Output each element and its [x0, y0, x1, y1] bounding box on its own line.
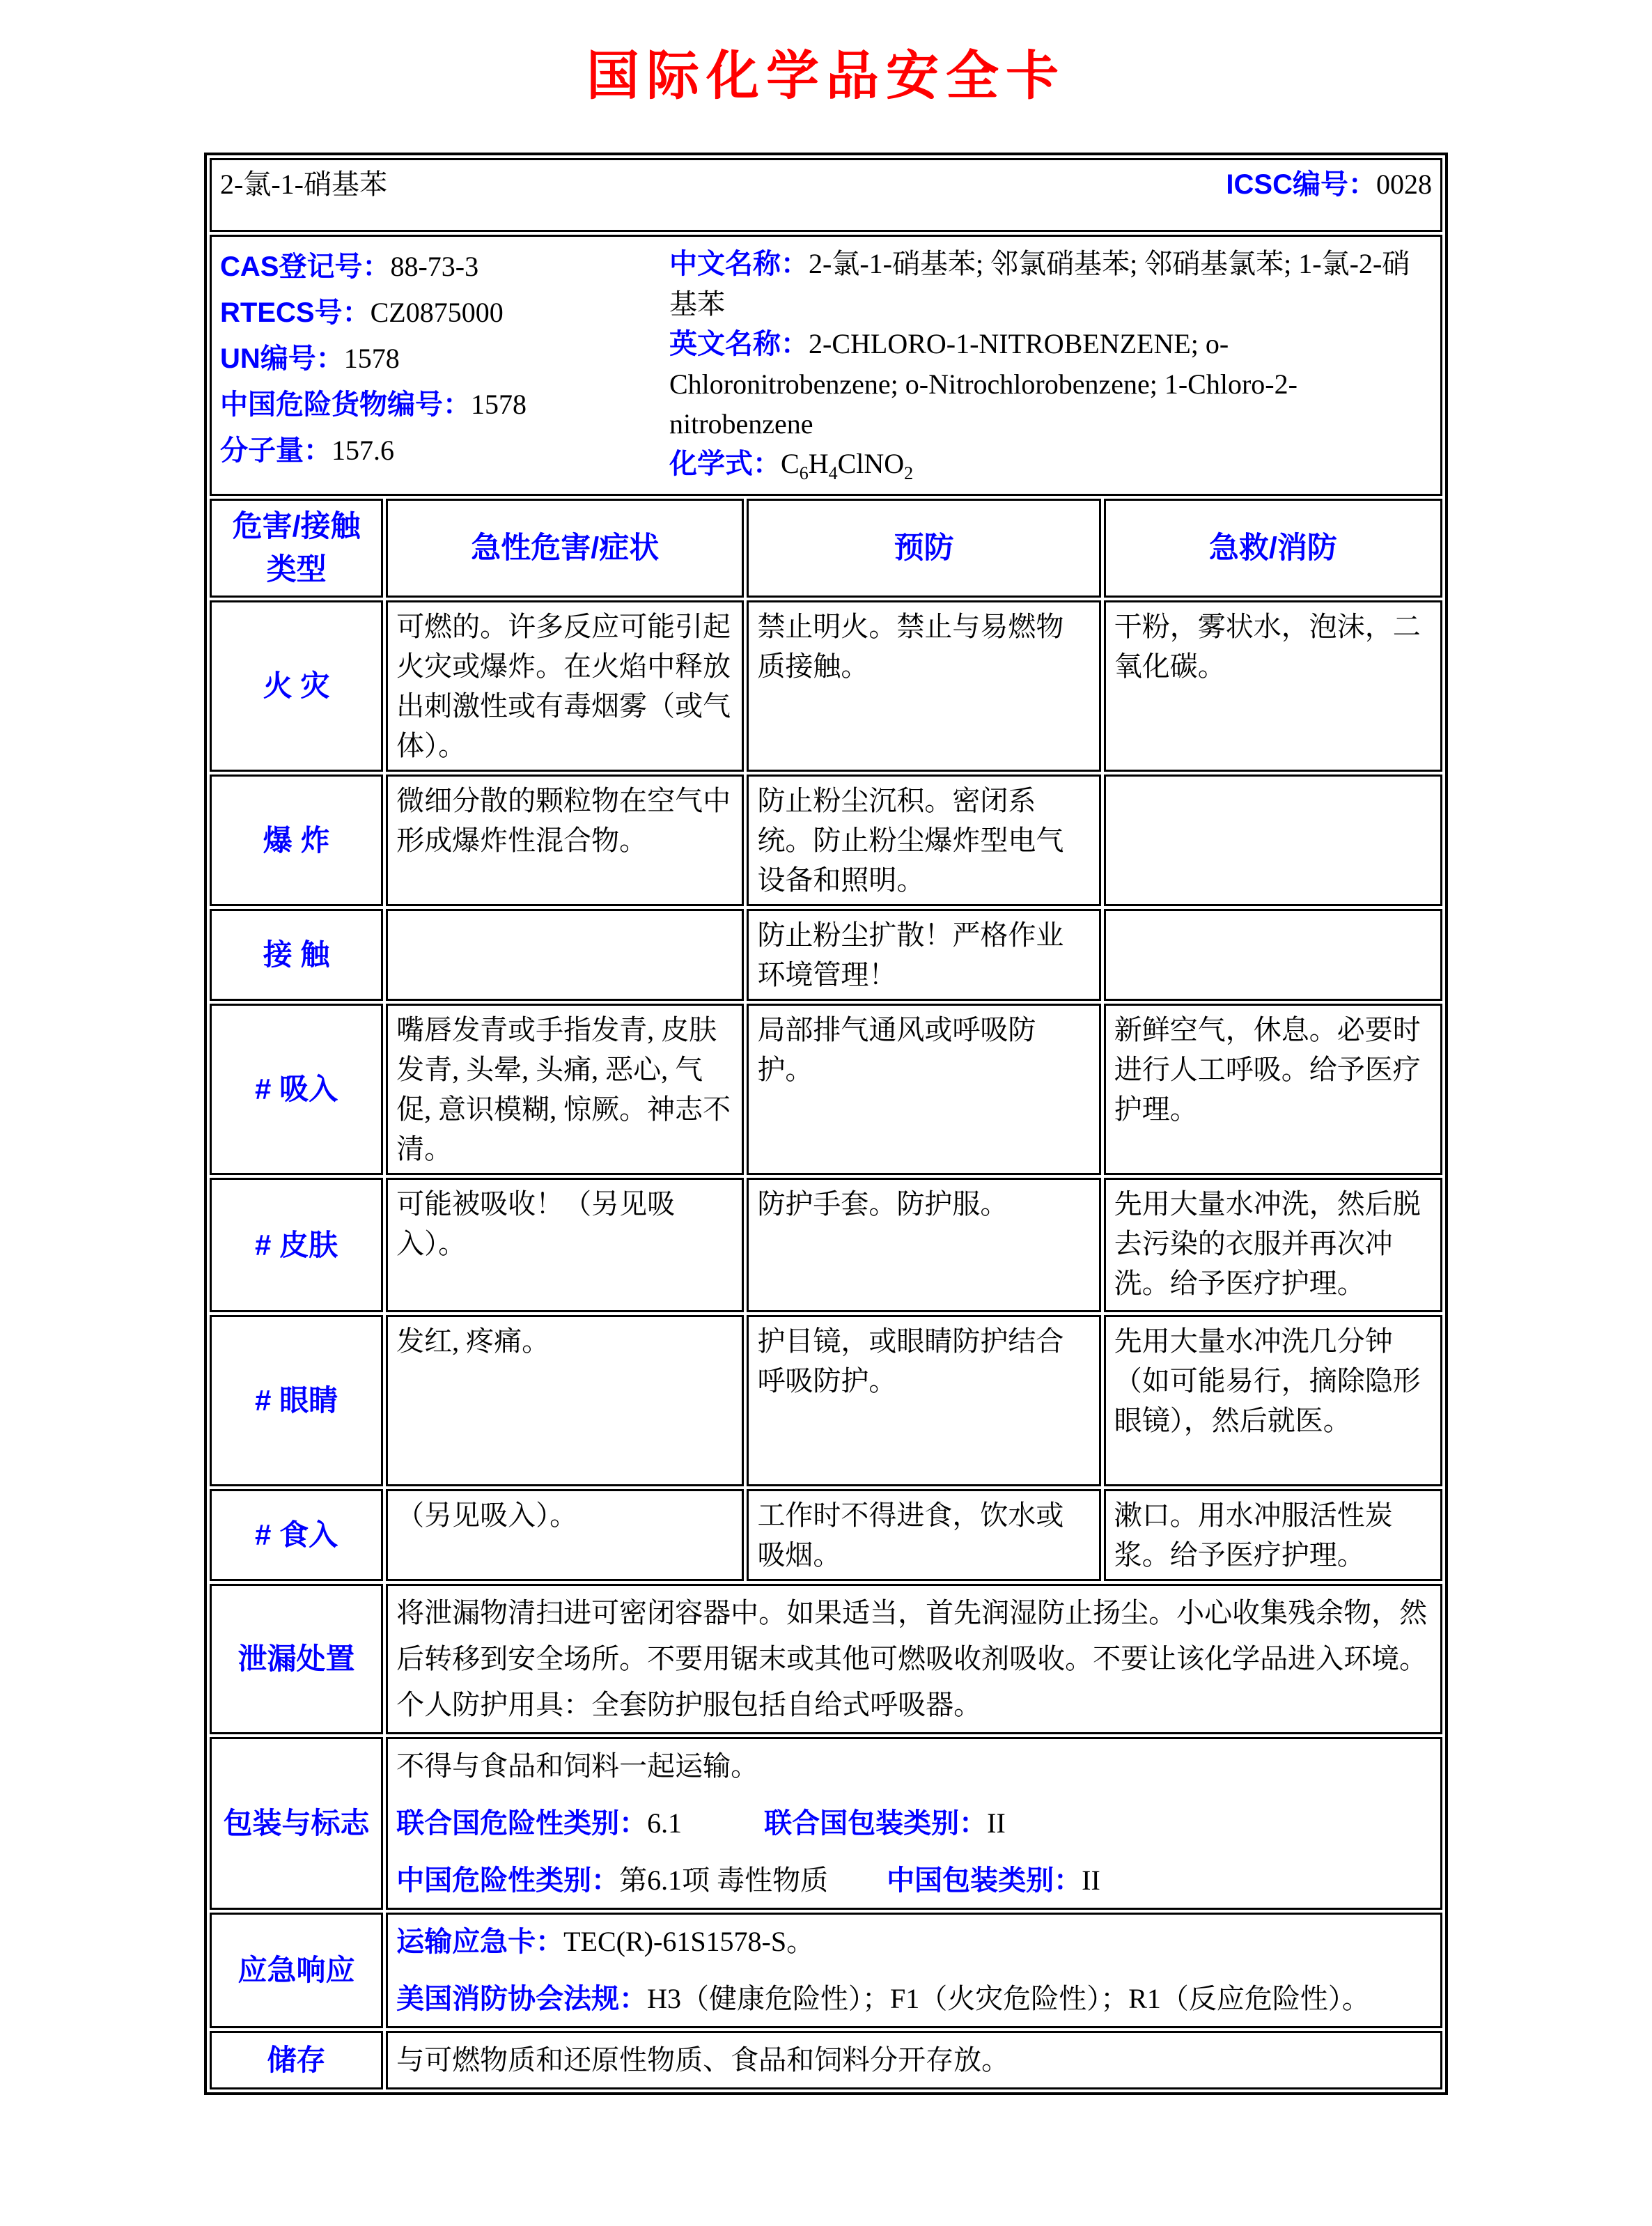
contact-prevention-cell: 防止粉尘扩散！严格作业环境管理！ [747, 909, 1100, 1001]
icsc-number-label: ICSC编号： [1226, 169, 1376, 200]
table-row [210, 775, 1442, 906]
substance-name: 2-氯-1-硝基苯 [220, 169, 387, 200]
eyes-symptoms-cell: 发红, 疼痛。 [386, 1315, 744, 1486]
formula-value: $C_6H_4ClNO_2$ [781, 448, 914, 483]
packaging-label: 包装与标志 [210, 1737, 383, 1910]
fire-response-cell: 干粉，雾状水，泡沫，二氧化碳。 [1104, 600, 1442, 772]
rtecs-number-label: RTECS号： [220, 297, 371, 328]
rtecs-number-field [220, 290, 669, 336]
page-title: 国际化学品安全卡 [586, 47, 1066, 106]
spill-disposal-label: 泄漏处置 [210, 1584, 383, 1734]
table-row [210, 600, 1442, 772]
icsc-number-value: 0028 [1376, 169, 1432, 200]
chinese-name-value: 2-氯-1-硝基苯; 邻氯硝基苯; 邻硝基氯苯; 1-氯-2-硝基苯 [669, 248, 1410, 320]
header-acute-symptoms: 急性危害/症状 [386, 499, 744, 598]
table-row [210, 1737, 1442, 1910]
table-row [210, 1489, 1442, 1581]
un-number-field [220, 336, 669, 382]
molecular-weight-field [220, 428, 669, 474]
china-dg-number-value: 1578 [471, 389, 527, 420]
eyes-response-cell: 先用大量水冲洗几分钟（如可能易行，摘除隐形眼镜），然后就医。 [1104, 1315, 1442, 1486]
hazard-type-skin: # 皮肤 [210, 1178, 383, 1312]
header-first-aid-fire: 急救/消防 [1104, 499, 1442, 598]
formula-field [669, 444, 1432, 484]
inhalation-response-cell: 新鲜空气，休息。必要时进行人工呼吸。给予医疗护理。 [1104, 1004, 1442, 1175]
chinese-name-label: 中文名称： [669, 249, 809, 279]
table-row [210, 1178, 1442, 1312]
explosion-symptoms-cell: 微细分散的颗粒物在空气中形成爆炸性混合物。 [386, 775, 744, 906]
un-number-value: 1578 [343, 343, 400, 374]
cas-number-label: CAS登记号： [220, 251, 391, 282]
table-row [210, 235, 1442, 496]
storage-cell: 与可燃物质和还原性物质、食品和饲料分开存放。 [386, 2031, 1442, 2089]
rtecs-number-value: CZ0875000 [370, 297, 504, 328]
un-hazard-class-value: 6.1 [647, 1807, 683, 1839]
cn-pack-group-label: 中国包装类别： [887, 1865, 1082, 1896]
hazard-type-explosion: 爆 炸 [210, 775, 383, 906]
table-row [210, 1913, 1442, 2028]
tec-card-value: TEC(R)-61S1578-S。 [563, 1926, 815, 1957]
contact-response-cell [1104, 909, 1442, 1001]
substance-header-cell [210, 158, 1442, 232]
hazard-type-fire: 火 灾 [210, 600, 383, 772]
un-pack-group-value: II [987, 1807, 1006, 1839]
un-number-label: UN编号： [220, 343, 344, 374]
nfpa-line [396, 1976, 1432, 2022]
contact-symptoms-cell [386, 909, 744, 1001]
inhalation-prevention-cell: 局部排气通风或呼吸防护。 [747, 1004, 1100, 1175]
explosion-response-cell [1104, 775, 1442, 906]
ingestion-response-cell: 漱口。用水冲服活性炭浆。给予医疗护理。 [1104, 1489, 1442, 1581]
inhalation-symptoms-cell: 嘴唇发青或手指发青, 皮肤发青, 头晕, 头痛, 恶心, 气促, 意识模糊, 惊厥。神志不清。 [386, 1004, 744, 1175]
table-row [210, 158, 1442, 232]
nfpa-label: 美国消防协会法规： [396, 1984, 648, 2014]
skin-symptoms-cell: 可能被吸收！（另见吸入）。 [386, 1178, 744, 1312]
cn-hazard-class-label: 中国危险性类别： [396, 1865, 620, 1896]
header-hazard-type: 危害/接触类型 [210, 499, 383, 598]
formula-label: 化学式： [669, 449, 781, 479]
china-dg-number-field [220, 382, 669, 428]
un-pack-group-label: 联合国包装类别： [764, 1808, 988, 1839]
table-row [210, 1004, 1442, 1175]
icsc-number-group [1226, 164, 1432, 205]
table-row [210, 2031, 1442, 2089]
hazard-type-contact: 接 触 [210, 909, 383, 1001]
skin-response-cell: 先用大量水冲洗，然后脱去污染的衣服并再次冲洗。给予医疗护理。 [1104, 1178, 1442, 1312]
ingestion-prevention-cell: 工作时不得进食，饮水或吸烟。 [747, 1489, 1100, 1581]
fire-symptoms-cell: 可燃的。许多反应可能引起火灾或爆炸。在火焰中释放出刺激性或有毒烟雾（或气体）。 [386, 600, 744, 772]
emergency-response-label: 应急响应 [210, 1913, 383, 2028]
eyes-prevention-cell: 护目镜，或眼睛防护结合呼吸防护。 [747, 1315, 1100, 1486]
english-name-field [669, 324, 1432, 444]
fire-prevention-cell: 禁止明火。禁止与易燃物质接触。 [747, 600, 1100, 772]
table-row [210, 909, 1442, 1001]
emergency-response-cell [386, 1913, 1442, 2028]
name-block [669, 244, 1432, 484]
table-row [210, 1315, 1442, 1486]
english-name-label: 英文名称： [669, 329, 809, 359]
table-header-row [210, 499, 1442, 598]
header-prevention: 预防 [747, 499, 1100, 598]
tec-card-label: 运输应急卡： [396, 1927, 564, 1957]
table-row [210, 1584, 1442, 1734]
identifier-list [220, 244, 669, 484]
cn-pack-group-value: II [1082, 1865, 1100, 1896]
molecular-weight-value: 157.6 [332, 435, 394, 466]
cn-classification-line [396, 1858, 1432, 1904]
tec-card-line [396, 1919, 1432, 1965]
identification-cell [210, 235, 1442, 496]
molecular-weight-label: 分子量： [220, 435, 332, 466]
skin-prevention-cell: 防护手套。防护服。 [747, 1178, 1100, 1312]
hazard-type-ingestion: # 食入 [210, 1489, 383, 1581]
english-name-value: 2-CHLORO-1-NITROBENZENE; o-Chloronitrobenzene; o-Nitrochlorobenzene; 1-Chloro-2-nitrobenzene [669, 328, 1298, 439]
nfpa-value: H3（健康危险性）；F1（火灾危险性）；R1（反应危险性）。 [647, 1983, 1370, 2014]
hazard-type-inhalation: # 吸入 [210, 1004, 383, 1175]
icsc-card-table [204, 153, 1448, 2095]
explosion-prevention-cell: 防止粉尘沉积。密闭系统。防止粉尘爆炸型电气设备和照明。 [747, 775, 1100, 906]
ingestion-symptoms-cell: （另见吸入）。 [386, 1489, 744, 1581]
un-classification-line [396, 1800, 1432, 1846]
un-hazard-class-label: 联合国危险性类别： [396, 1808, 648, 1839]
hazard-type-eyes: # 眼睛 [210, 1315, 383, 1486]
transport-note: 不得与食品和饲料一起运输。 [396, 1750, 759, 1782]
cas-number-value: 88-73-3 [390, 251, 479, 282]
cn-hazard-class-value: 第6.1项 毒性物质 [619, 1865, 829, 1896]
spill-disposal-cell: 将泄漏物清扫进可密闭容器中。如果适当，首先润湿防止扬尘。小心收集残余物，然后转移到安全场所。不要用锯末或其他可燃吸收剂吸收。不要让该化学品进入环境。个人防护用具：全套防护服包括自给式呼吸器。 [386, 1584, 1442, 1734]
packaging-cell [386, 1737, 1442, 1910]
chinese-name-field [669, 244, 1432, 324]
storage-label: 储存 [210, 2031, 383, 2089]
cas-number-field [220, 244, 669, 290]
china-dg-number-label: 中国危险货物编号： [220, 389, 471, 420]
